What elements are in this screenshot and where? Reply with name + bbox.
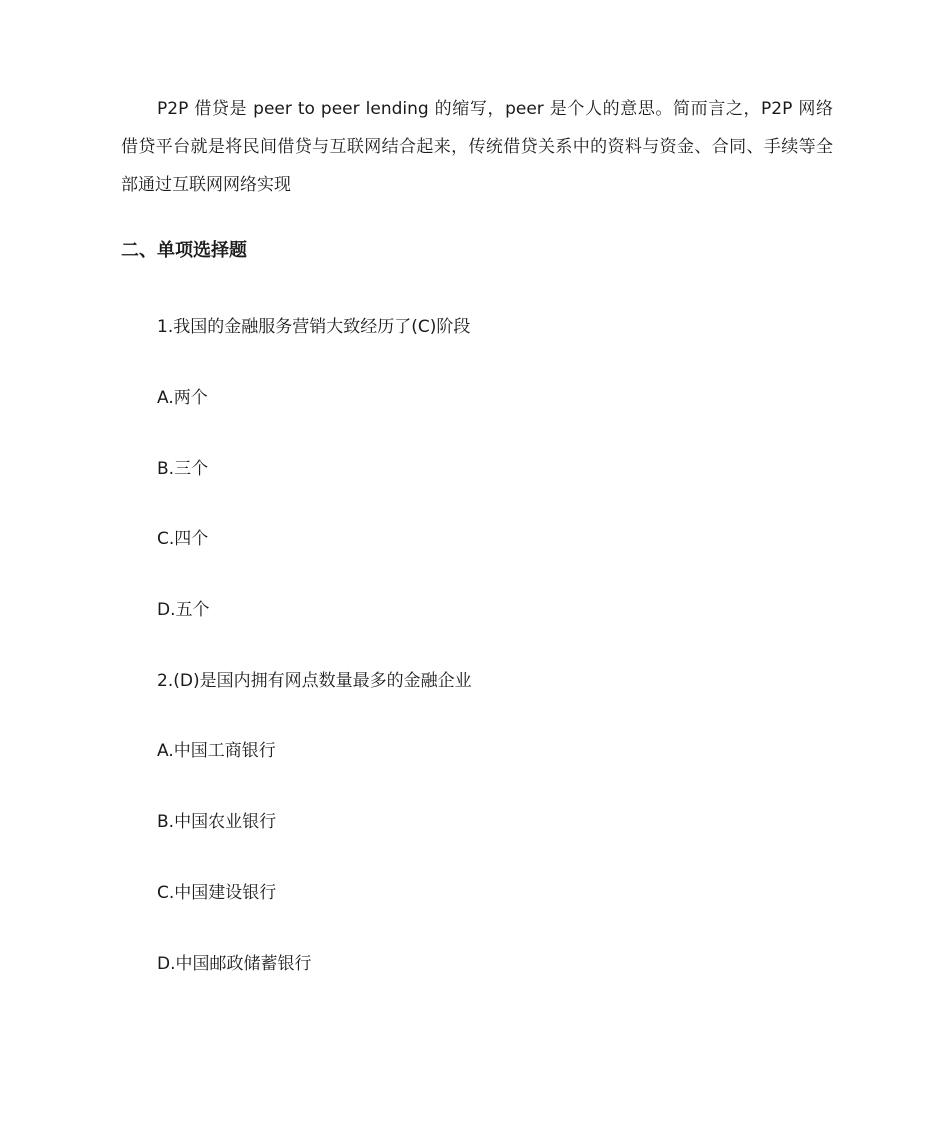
question-1-option-c: C.四个 <box>157 529 209 549</box>
intro-paragraph: P2P 借贷是 peer to peer lending 的缩写，peer 是个人的意思。简而言之，P2P 网络借贷平台就是将民间借贷与互联网结合起来，传统借贷关系中的资料与资金、合同、手续等全部通过互联网网络实现 <box>121 99 833 195</box>
section-heading: 二、单项选择题 <box>121 240 247 261</box>
question-1: 1.我国的金融服务营销大致经历了(C)阶段 <box>157 317 471 337</box>
question-2-option-a: A.中国工商银行 <box>157 741 276 761</box>
question-1-option-a: A.两个 <box>157 388 208 408</box>
question-2: 2.(D)是国内拥有网点数量最多的金融企业 <box>157 671 472 691</box>
question-2-option-b: B.中国农业银行 <box>157 812 277 832</box>
question-2-option-d: D.中国邮政储蓄银行 <box>157 954 312 974</box>
question-1-option-b: B.三个 <box>157 459 209 479</box>
question-1-option-d: D.五个 <box>157 600 210 620</box>
question-2-option-c: C.中国建设银行 <box>157 883 277 903</box>
